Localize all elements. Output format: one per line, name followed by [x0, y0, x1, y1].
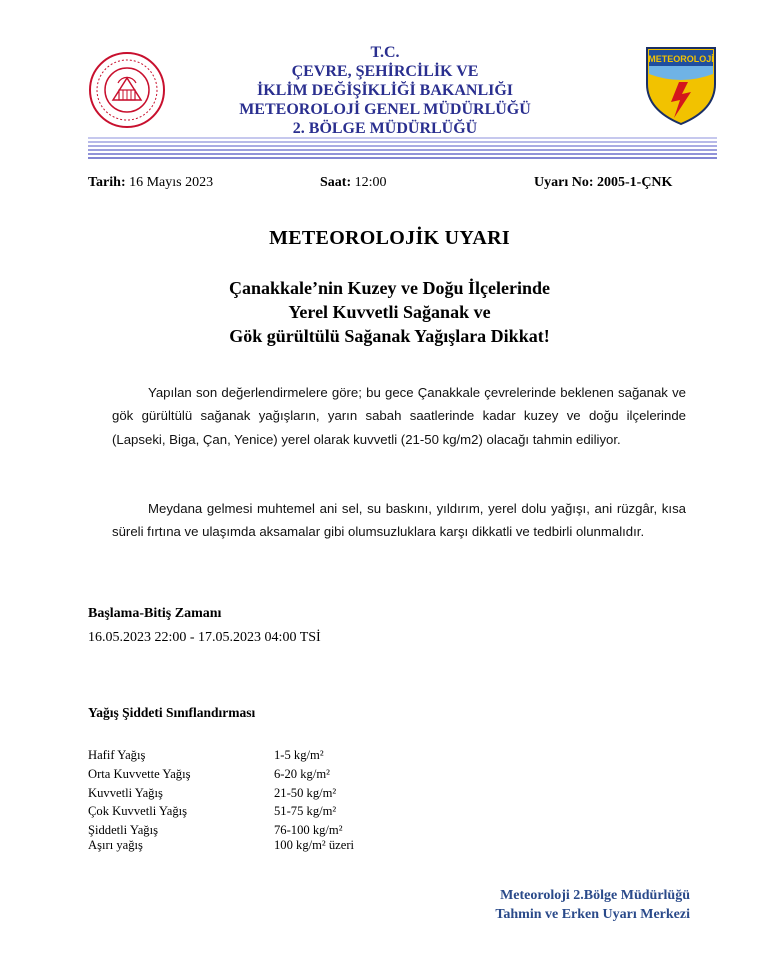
- ministry-seal-logo: [88, 50, 166, 134]
- document-title: METEOROLOJİK UYARI: [269, 227, 510, 249]
- timing-value: 16.05.2023 22:00 - 17.05.2023 04:00 TSİ: [88, 630, 321, 645]
- row-value: 100 kg/m² üzeri: [274, 837, 355, 852]
- footer-signature: [440, 886, 740, 924]
- warning-label: Uyarı No:: [534, 175, 594, 190]
- header-line-region: 2. BÖLGE MÜDÜRLÜĞÜ: [292, 120, 478, 137]
- shield-logo-text: METEOROLOJİ: [648, 54, 714, 64]
- row-value: 51-75 kg/m²: [274, 804, 337, 819]
- timing-title: Başlama-Bitiş Zamanı: [88, 606, 222, 621]
- footer-line-1: Meteoroloji 2.Bölge Müdürlüğü: [500, 888, 690, 903]
- row-name: Şiddetli Yağış: [88, 823, 158, 838]
- table-row: [88, 836, 354, 855]
- row-value: 76-100 kg/m²: [274, 823, 343, 838]
- date-field: [88, 175, 213, 191]
- subtitle-line-2: Yerel Kuvvetli Sağanak ve: [288, 302, 491, 322]
- document-subtitle: [0, 276, 779, 348]
- row-value: 6-20 kg/m²: [274, 766, 330, 781]
- row-name: Hafif Yağış: [88, 748, 146, 762]
- date-label: Tarih:: [88, 175, 126, 190]
- row-value: 1-5 kg/m²: [274, 748, 324, 762]
- header-divider-bar: [88, 136, 717, 162]
- institution-header: [170, 43, 600, 138]
- header-line-tc: T.C.: [370, 44, 400, 61]
- row-name: Çok Kuvvetli Yağış: [88, 804, 188, 819]
- date-value: 16 Mayıs 2023: [129, 175, 214, 190]
- header-line-ministry-2: İKLİM DEĞİŞİKLİĞİ BAKANLIĞI: [256, 82, 514, 99]
- row-value: 21-50 kg/m²: [274, 785, 337, 800]
- table-row: [88, 784, 354, 803]
- subtitle-line-3: Gök gürültülü Sağanak Yağışlara Dikkat!: [229, 326, 550, 346]
- footer-line-2: Tahmin ve Erken Uyarı Merkezi: [495, 907, 690, 922]
- header-line-directorate: METEOROLOJİ GENEL MÜDÜRLÜĞÜ: [239, 101, 531, 118]
- classification-table: [88, 746, 354, 855]
- row-name: Orta Kuvvette Yağış: [88, 766, 191, 781]
- row-name: Aşırı yağış: [88, 837, 143, 852]
- time-value: 12:00: [354, 175, 387, 190]
- classification-title: Yağış Şiddeti Sınıflandırması: [88, 705, 256, 720]
- subtitle-line-1: Çanakkale’nin Kuzey ve Doğu İlçelerinde: [228, 278, 550, 298]
- table-row: [88, 802, 354, 821]
- table-row: [88, 746, 354, 765]
- header-line-ministry-1: ÇEVRE, ŞEHİRCİLİK VE: [291, 63, 479, 80]
- body-paragraph-2: Meydana gelmesi muhtemel ani sel, su baskını, yıldırım, yerel dolu yağışı, ani rüzgâr, kısa süreli fırtına ve ulaşımda aksamalar gibi olumsuzluklara karşı dikkatli ve tedbirli olunmalıdır.: [112, 501, 686, 540]
- table-row: [88, 765, 354, 784]
- row-name: Kuvvetli Yağış: [88, 785, 163, 800]
- time-label: Saat:: [320, 175, 352, 190]
- meteorology-shield-logo: [643, 44, 719, 128]
- warning-number-field: [534, 175, 672, 191]
- body-paragraph-1: Yapılan son değerlendirmelere göre; bu gece Çanakkale çevrelerinde beklenen sağanak ve gök gürültülü sağanak yağışların, yarın sabah saatlerinde kadar kuzey ve doğu ilçelerinde (Lapseki, Biga, Çan, Yenice) yerel olarak kuvvetli (21-50 kg/m2) olacağı tahmin ediliyor.: [112, 385, 686, 447]
- warning-value: 2005-1-ÇNK: [597, 175, 673, 190]
- time-field: [320, 175, 387, 191]
